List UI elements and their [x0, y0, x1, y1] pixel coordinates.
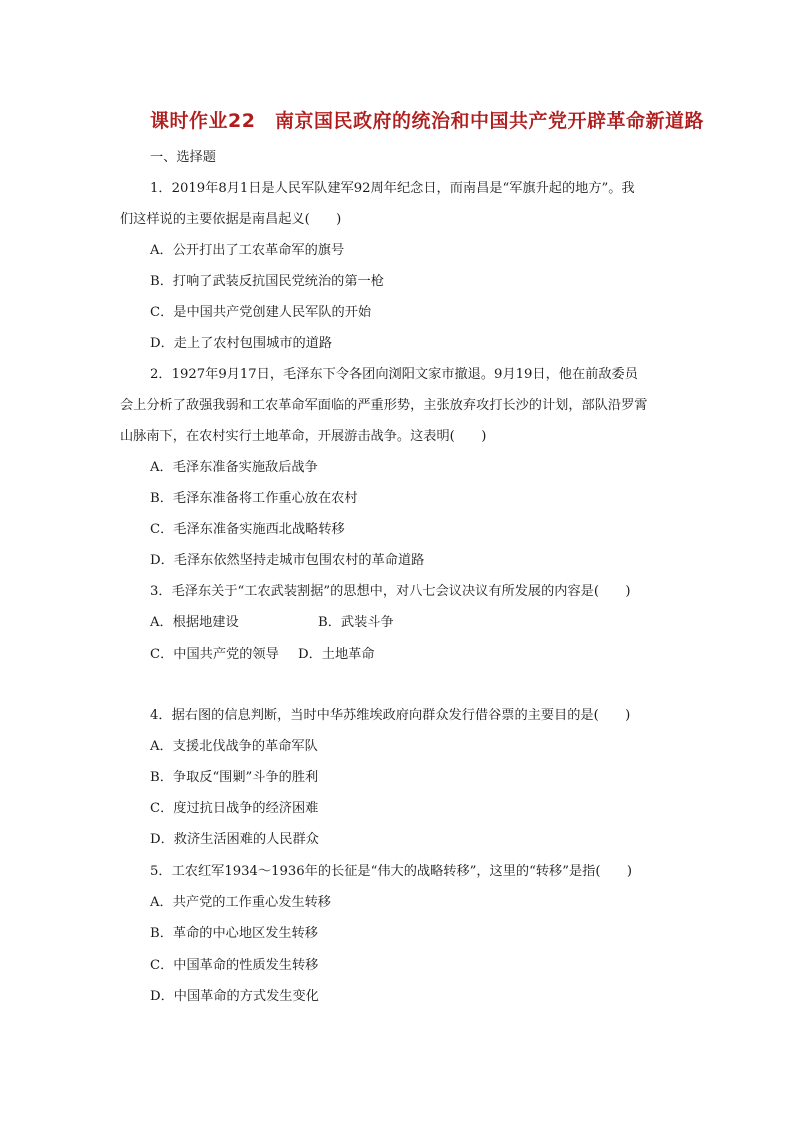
- question-3-line-1: 3．毛泽东关于“工农武装割据”的思想中，对八七会议决议有所发展的内容是( ): [150, 584, 631, 599]
- question-1-line-1: 1．2019年8月1日是人民军队建军92周年纪念日，而南昌是“军旗升起的地方”。我: [150, 181, 635, 196]
- question-2-option-a: A．毛泽东准备实施敌后战争: [150, 460, 318, 475]
- question-4-option-c: C．度过抗日战争的经济困难: [150, 801, 319, 816]
- question-3-option-d: D．土地革命: [298, 647, 375, 662]
- question-4-option-d: D．救济生活困难的人民群众: [150, 832, 319, 847]
- question-3-option-c: C．中国共产党的领导: [150, 647, 279, 662]
- page-title: 课时作业22 南京国民政府的统治和中国共产党开辟革命新道路: [150, 110, 704, 132]
- question-5-option-a: A．共产党的工作重心发生转移: [150, 895, 331, 910]
- question-1-option-b: B．打响了武装反抗国民党统治的第一枪: [150, 274, 384, 289]
- question-1-option-a: A．公开打出了工农革命军的旗号: [150, 243, 345, 258]
- question-3-option-a: A．根据地建设: [150, 615, 239, 630]
- question-1-option-c: C．是中国共产党创建人民军队的开始: [150, 305, 372, 320]
- question-5-option-c: C．中国革命的性质发生转移: [150, 958, 319, 973]
- question-4-option-a: A．支援北伐战争的革命军队: [150, 739, 318, 754]
- question-5-option-b: B．革命的中心地区发生转移: [150, 926, 318, 941]
- question-2-option-b: B．毛泽东准备将工作重心放在农村: [150, 491, 358, 506]
- question-4-option-b: B．争取反“围剿”斗争的胜利: [150, 770, 319, 785]
- question-2-option-c: C．毛泽东准备实施西北战略转移: [150, 522, 345, 537]
- question-2-option-d: D．毛泽东依然坚持走城市包围农村的革命道路: [150, 553, 425, 568]
- question-2-line-2: 会上分析了敌强我弱和工农革命军面临的严重形势，主张放弃攻打长沙的计划，部队沿罗霄: [120, 398, 648, 413]
- question-2-line-1: 2．1927年9月17日，毛泽东下令各团向浏阳文家市撤退。9月19日，他在前敌委员: [150, 367, 638, 382]
- question-5-option-d: D．中国革命的方式发生变化: [150, 989, 319, 1004]
- question-1-option-d: D．走上了农村包围城市的道路: [150, 336, 333, 351]
- question-3-option-b: B．武装斗争: [318, 615, 394, 630]
- section-heading: 一、选择题: [150, 150, 216, 165]
- question-4-line-1: 4．据右图的信息判断，当时中华苏维埃政府向群众发行借谷票的主要目的是( ): [150, 708, 631, 723]
- question-5-line-1: 5．工农红军1934～1936年的长征是“伟大的战略转移”，这里的“转移”是指( ): [150, 864, 633, 879]
- question-2-line-3: 山脉南下，在农村实行土地革命，开展游击战争。这表明( ): [120, 429, 487, 444]
- question-1-line-2: 们这样说的主要依据是南昌起义( ): [120, 212, 342, 227]
